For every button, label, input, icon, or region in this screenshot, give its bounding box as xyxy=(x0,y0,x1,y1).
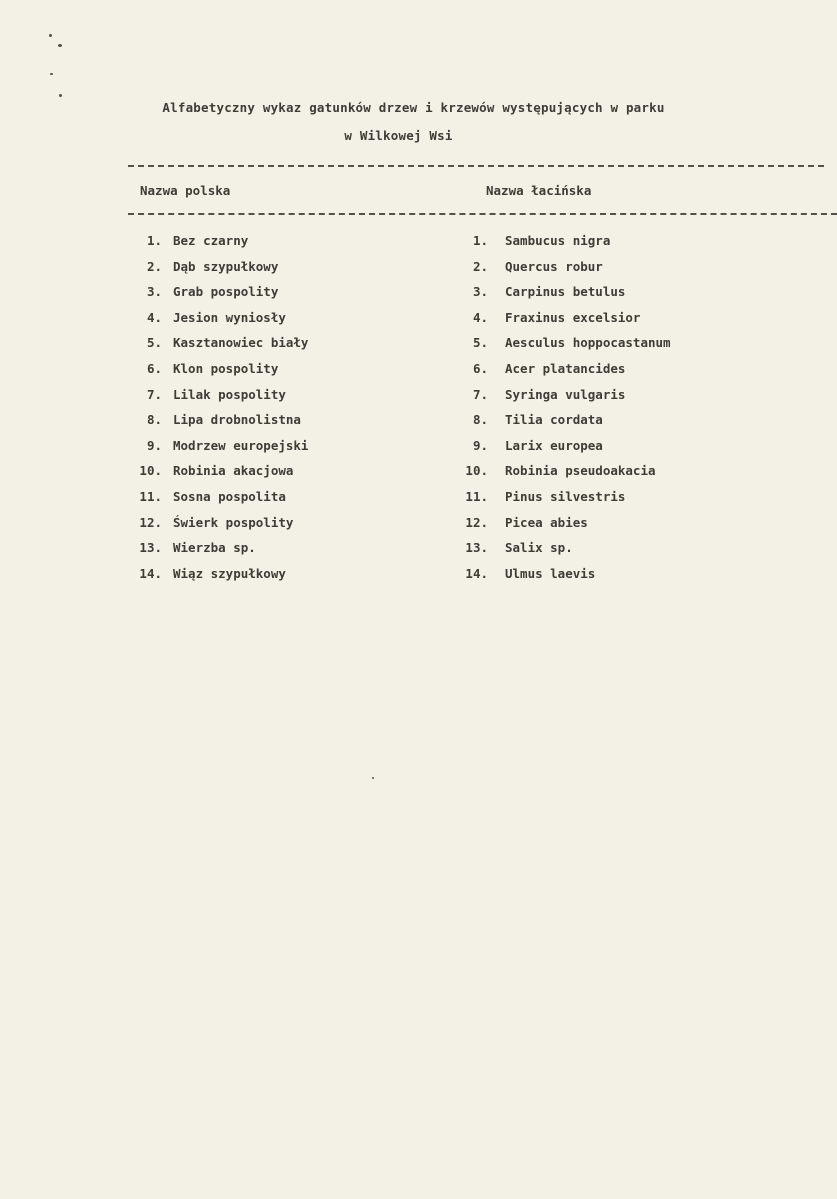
polish-name: Jesion wyniosły xyxy=(173,309,286,325)
species-row xyxy=(0,233,837,259)
row-number-latin: 2. xyxy=(472,258,488,274)
row-number-polish: 5. xyxy=(146,335,162,351)
document-title: Alfabetyczny wykaz gatunków drzew i krzewów występujących w parku xyxy=(162,100,665,115)
latin-name: Fraxinus excelsior xyxy=(505,309,641,325)
row-number-latin: 6. xyxy=(472,360,488,376)
row-number-latin: 11. xyxy=(465,488,488,504)
row-number-polish: 13. xyxy=(139,540,162,556)
latin-name: Quercus robur xyxy=(505,258,603,274)
latin-name: Salix sp. xyxy=(505,540,573,556)
row-number-polish: 9. xyxy=(146,437,162,453)
polish-name: Wiąz szypułkowy xyxy=(173,565,286,581)
row-number-polish: 3. xyxy=(146,284,162,300)
latin-name: Ulmus laevis xyxy=(505,565,596,581)
column-header-polish: Nazwa polska xyxy=(140,183,231,198)
species-list xyxy=(0,233,837,591)
species-row xyxy=(0,335,837,361)
latin-name: Acer platancides xyxy=(505,360,626,376)
species-row xyxy=(0,361,837,387)
species-row xyxy=(0,284,837,310)
latin-name: Picea abies xyxy=(505,514,588,530)
polish-name: Klon pospolity xyxy=(173,360,279,376)
row-number-latin: 1. xyxy=(472,233,488,248)
row-number-latin: 9. xyxy=(472,437,488,453)
species-row xyxy=(0,438,837,464)
row-number-latin: 7. xyxy=(472,386,488,402)
row-number-polish: 7. xyxy=(146,386,162,402)
row-number-latin: 4. xyxy=(472,309,488,325)
latin-name: Aesculus hoppocastanum xyxy=(505,335,671,351)
row-number-polish: 8. xyxy=(146,412,162,428)
header-bottom-rule xyxy=(128,213,837,215)
polish-name: Kasztanowiec biały xyxy=(173,335,309,351)
ink-speck xyxy=(372,777,374,779)
polish-name: Bez czarny xyxy=(173,233,249,248)
column-header-latin: Nazwa łacińska xyxy=(486,183,592,198)
ink-speck xyxy=(50,73,53,75)
polish-name: Sosna pospolita xyxy=(173,488,286,504)
polish-name: Robinia akacjowa xyxy=(173,463,294,479)
polish-name: Grab pospolity xyxy=(173,284,279,300)
row-number-polish: 2. xyxy=(146,258,162,274)
species-row xyxy=(0,489,837,515)
latin-name: Carpinus betulus xyxy=(505,284,626,300)
row-number-latin: 12. xyxy=(465,514,488,530)
row-number-latin: 3. xyxy=(472,284,488,300)
polish-name: Modrzew europejski xyxy=(173,437,309,453)
species-row xyxy=(0,463,837,489)
row-number-polish: 4. xyxy=(146,309,162,325)
row-number-polish: 12. xyxy=(139,514,162,530)
latin-name: Pinus silvestris xyxy=(505,488,626,504)
polish-name: Dąb szypułkowy xyxy=(173,258,279,274)
row-number-latin: 14. xyxy=(465,565,488,581)
row-number-latin: 13. xyxy=(465,540,488,556)
latin-name: Robinia pseudoakacia xyxy=(505,463,656,479)
species-row xyxy=(0,387,837,413)
row-number-latin: 10. xyxy=(465,463,488,479)
polish-name: Lipa drobnolistna xyxy=(173,412,301,428)
latin-name: Sambucus nigra xyxy=(505,233,611,248)
header-top-rule xyxy=(128,165,824,167)
row-number-latin: 8. xyxy=(472,412,488,428)
row-number-polish: 14. xyxy=(139,565,162,581)
document-subtitle: w Wilkowej Wsi xyxy=(344,128,453,143)
row-number-latin: 5. xyxy=(472,335,488,351)
latin-name: Larix europea xyxy=(505,437,603,453)
species-row xyxy=(0,412,837,438)
row-number-polish: 1. xyxy=(146,233,162,248)
polish-name: Świerk pospolity xyxy=(173,514,294,530)
row-number-polish: 11. xyxy=(139,488,162,504)
row-number-polish: 6. xyxy=(146,360,162,376)
species-row xyxy=(0,540,837,566)
species-row xyxy=(0,310,837,336)
latin-name: Tilia cordata xyxy=(505,412,603,428)
polish-name: Wierzba sp. xyxy=(173,540,256,556)
ink-speck xyxy=(49,34,52,37)
species-row xyxy=(0,515,837,541)
species-row xyxy=(0,566,837,592)
ink-speck xyxy=(59,94,62,97)
ink-speck xyxy=(58,44,62,47)
row-number-polish: 10. xyxy=(139,463,162,479)
species-row xyxy=(0,259,837,285)
latin-name: Syringa vulgaris xyxy=(505,386,626,402)
polish-name: Lilak pospolity xyxy=(173,386,286,402)
